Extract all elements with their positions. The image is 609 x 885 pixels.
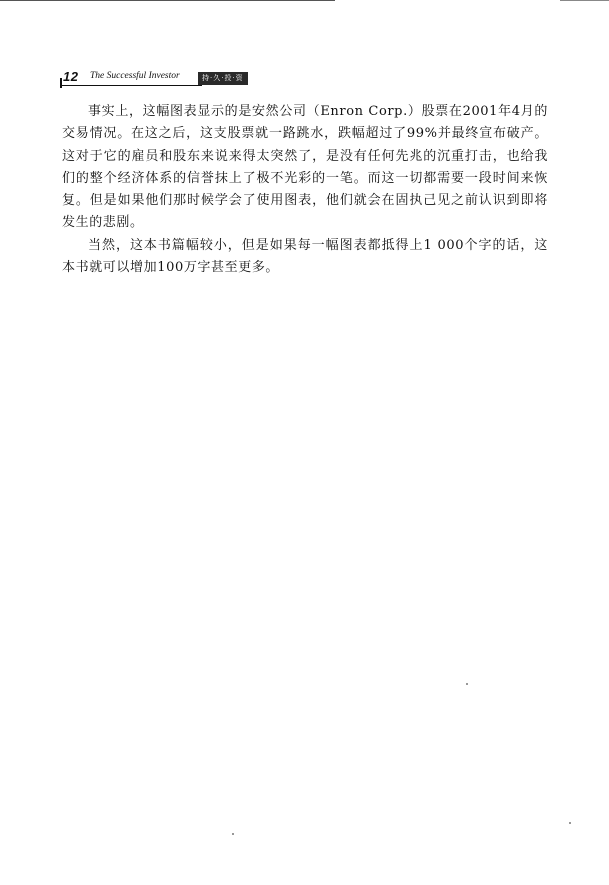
body-text [62,101,548,279]
series-badge: 持·久·投·资 [198,72,248,85]
running-title: The Successful Investor [90,71,180,81]
scan-speck [232,833,234,835]
page-number: 12 [63,69,79,84]
scan-speck [466,683,468,685]
scan-edge-line [0,0,335,1]
header-rule-tick [60,78,62,88]
scan-speck [569,822,571,824]
scan-edge-line-right [560,0,609,1]
header-rule [60,85,202,86]
paragraph-2: 当然，这本书篇幅较小，但是如果每一幅图表都抵得上1 000个字的话，这本书就可以增加100万字甚至更多。 [62,237,548,276]
page-header [60,68,260,90]
paragraph-1: 事实上，这幅图表显示的是安然公司（Enron Corp.）股票在2001年4月的交易情况。在这之后，这支股票就一路跳水，跌幅超过了99%并最终宣布破产。这对于它的雇员和股东来说来得太突然了，是没有任何先兆的沉重打击，也给我们的整个经济体系的信誉抹上了极不光彩的一笔。而这一切都需要一段时间来恢复。但是如果他们那时候学会了使用图表，他们就会在固执己见之前认识到即将发生的悲剧。 [62,104,548,231]
